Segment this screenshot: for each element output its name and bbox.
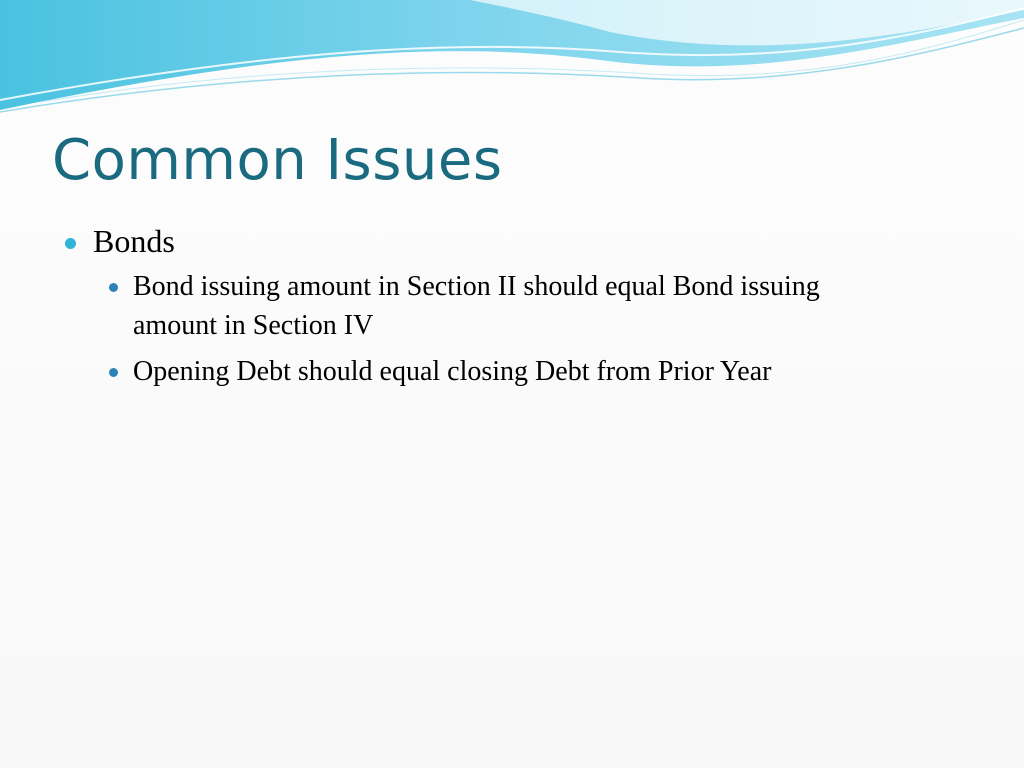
sub-bullet-section-equality bbox=[64, 268, 873, 345]
sub-bullet-dot-icon bbox=[109, 283, 118, 292]
bullet-bonds bbox=[64, 222, 964, 260]
slide-content bbox=[64, 222, 964, 398]
wave-header-decoration bbox=[0, 0, 1024, 130]
bullet-dot-icon bbox=[65, 238, 76, 249]
sub-bullet-dot-icon bbox=[109, 368, 118, 377]
bullet-text: Bonds bbox=[93, 223, 175, 259]
sub-bullet-list bbox=[64, 268, 964, 391]
sub-bullet-text: Opening Debt should equal closing Debt from Prior Year bbox=[133, 355, 772, 387]
sub-bullet-text: Bond issuing amount in Section II should equal Bond issuing amount in Section IV bbox=[133, 271, 820, 342]
slide-title: Common Issues bbox=[52, 128, 503, 193]
sub-bullet-opening-debt bbox=[64, 353, 873, 392]
